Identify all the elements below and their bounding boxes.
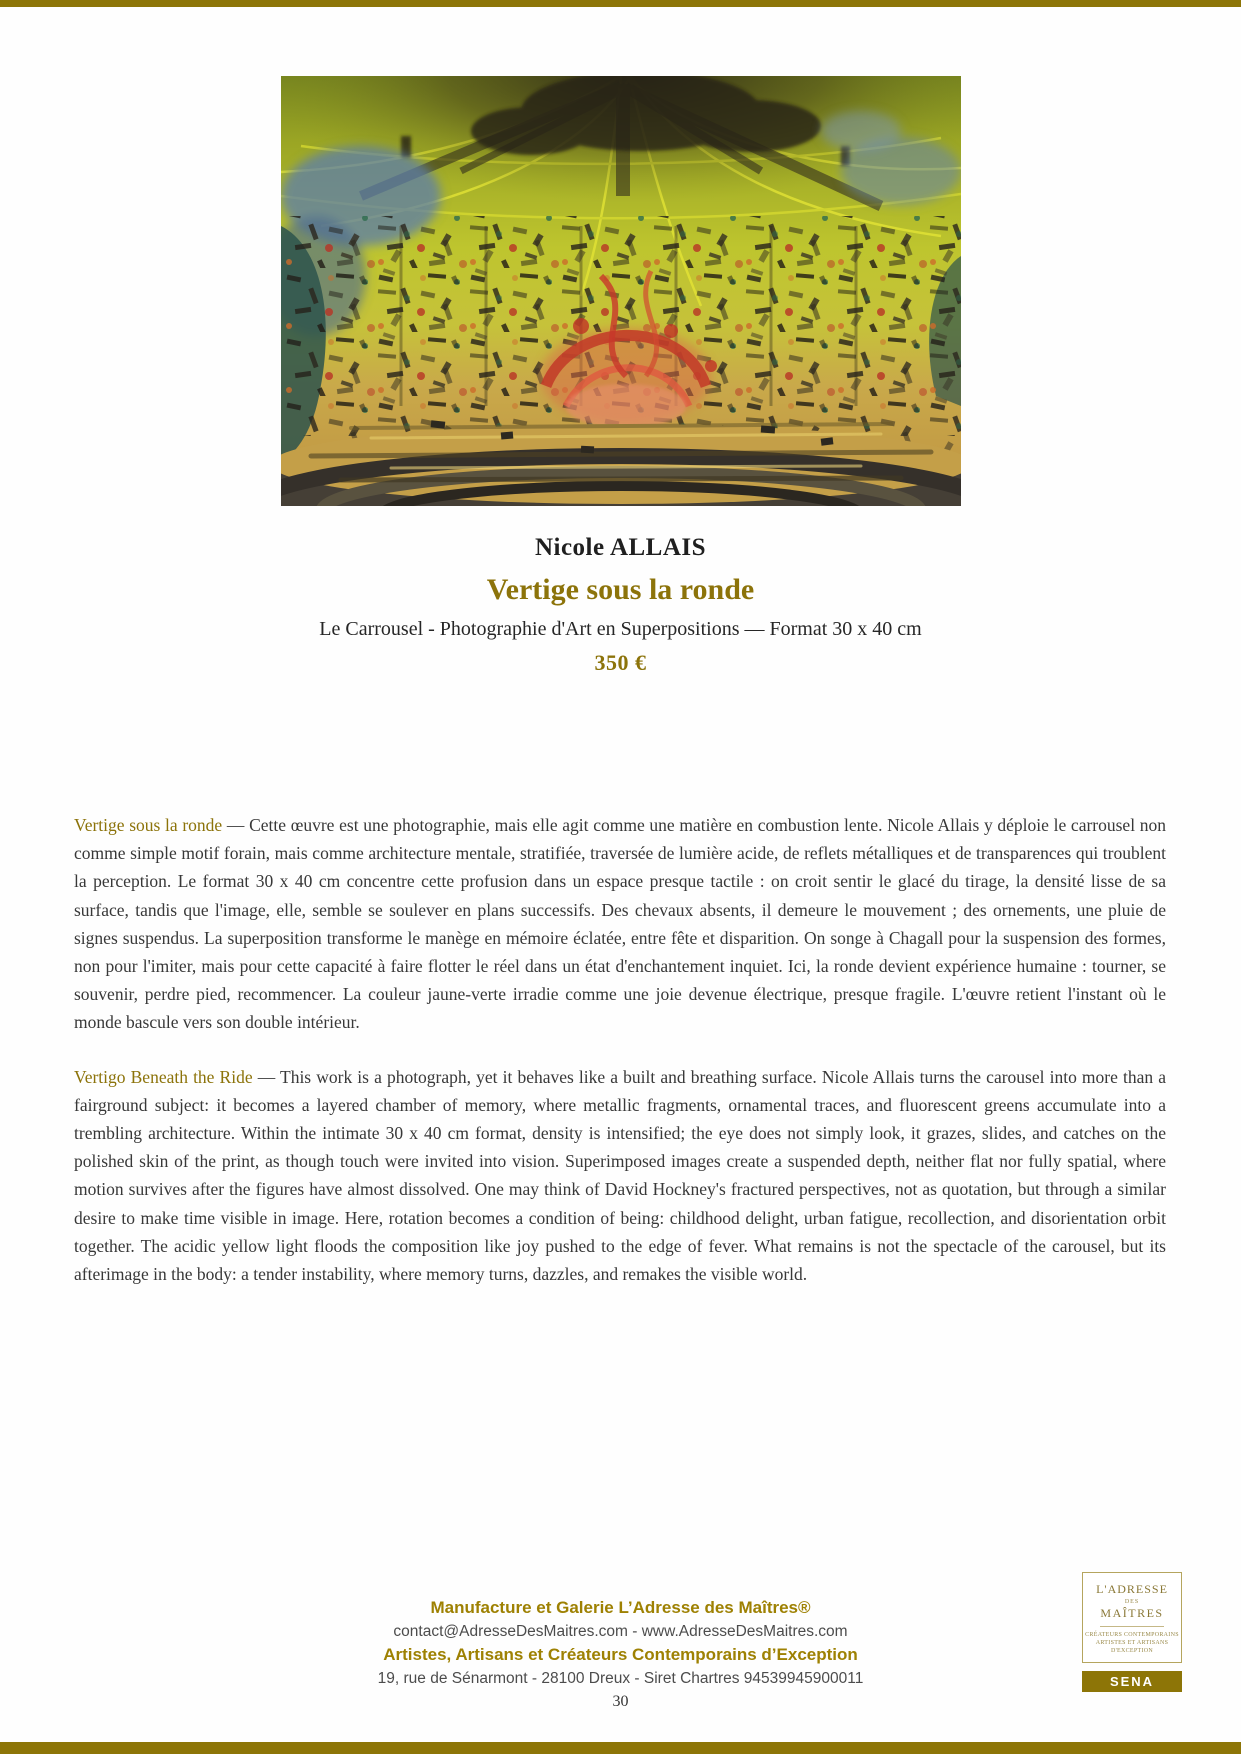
paragraph-french xyxy=(74,811,1166,1037)
artwork-image xyxy=(281,76,961,506)
top-border-bar xyxy=(0,0,1241,7)
logo-divider xyxy=(1100,1626,1164,1627)
footer-address-line: 19, rue de Sénarmont - 28100 Dreux - Siret Chartres 94539945900011 xyxy=(377,1669,864,1687)
artwork-header xyxy=(0,533,1241,676)
logo-line-maitres: MAÎTRES xyxy=(1100,1606,1164,1620)
paragraph-english-lead: Vertigo Beneath the Ride xyxy=(74,1066,253,1087)
logo-sub-exception: D'EXCEPTION xyxy=(1110,1648,1154,1654)
footer-gallery-name: Manufacture et Galerie L’Adresse des Maîtres® xyxy=(430,1598,811,1617)
carousel-artwork-graphic xyxy=(281,76,961,506)
logo-line-des: DES xyxy=(1124,1599,1140,1605)
page-number: 30 xyxy=(612,1693,629,1710)
paragraph-english-body: — This work is a photograph, yet it behaves like a built and breathing surface. Nicole Allais turns the carousel into more than a fairground subject: it becomes a layered chamber of memory, where metallic fragments, ornamental traces, and fluorescent greens accumulate into a trembling architecture. Within the intimate 30 x 40 cm format, density is intensified; the eye does not simply look, it grazes, slides, and catches on the polished skin of the print, as though touch were invited into vision. Superimposed images create a suspended depth, neither flat nor fully spatial, where motion survives after the figures have almost dissolved. One may think of David Hockney's fractured perspectives, not as quotation, but through a similar desire to make time visible in image. Here, rotation becomes a condition of being: childhood delight, urban fatigue, recollection, and disorientation orbit together. The acidic yellow light floods the composition like joy pushed to the edge of fever. What remains is not the spectacle of the carousel, but its afterimage in the body: a tender instability, where memory turns, dazzles, and remakes the visible world. xyxy=(74,1066,1166,1285)
logo-sub-createurs: CRÉATEURS CONTEMPORAINS xyxy=(1085,1632,1179,1638)
sena-badge: SENA xyxy=(1082,1671,1182,1692)
bottom-border-bar xyxy=(0,1742,1241,1754)
paragraph-french-body: — Cette œuvre est une photographie, mais elle agit comme une matière en combustion lente. Nicole Allais y déploie le carrousel non comme simple motif forain, mais comme architecture mentale, stratifiée, traversée de lumière acide, de reflets métalliques et de transparences qui troublent la perception. Le format 30 x 40 cm concentre cette profusion dans un espace presque tactile : on croit sentir le glacé du tirage, la densité lisse de sa surface, tandis que l'image, elle, semble se soulever en plans successifs. Des chevaux absents, il demeure le mouvement ; des ornements, une pluie de signes suspendus. La superposition transforme le manège en mémoire éclatée, entre fête et disparition. On songe à Chagall pour la suspension des formes, non pour l'imiter, mais pour cette capacité à faire flotter le réel dans un état d'enchantement inquiet. Ici, la ronde devient expérience humaine : tourner, se souvenir, perdre pied, recommencer. La couleur jaune-verte irradie comme une joie devenue électrique, presque fragile. L'œuvre retient l'instant où le monde bascule vers son double intérieur. xyxy=(74,815,1166,1033)
logo-sub-artistes: ARTISTES ET ARTISANS xyxy=(1095,1640,1169,1646)
logo-line-adresse: L'ADRESSE xyxy=(1096,1582,1168,1596)
artwork-price: 350 € xyxy=(594,650,647,675)
artwork-title: Vertige sous la ronde xyxy=(486,573,755,606)
footer-tagline: Artistes, Artisans et Créateurs Contemporains d’Exception xyxy=(383,1645,858,1664)
footer-contact-line: contact@AdresseDesMaitres.com - www.AdresseDesMaitres.com xyxy=(393,1622,848,1640)
description-text xyxy=(74,811,1166,1288)
paragraph-english xyxy=(74,1063,1166,1289)
artist-name: Nicole ALLAIS xyxy=(534,534,707,561)
artwork-subtitle: Le Carrousel - Photographie d'Art en Superpositions — Format 30 x 40 cm xyxy=(319,618,922,640)
paragraph-french-lead: Vertige sous la ronde xyxy=(74,815,223,835)
gallery-logo xyxy=(1082,1572,1182,1663)
page-footer xyxy=(0,1596,1241,1713)
